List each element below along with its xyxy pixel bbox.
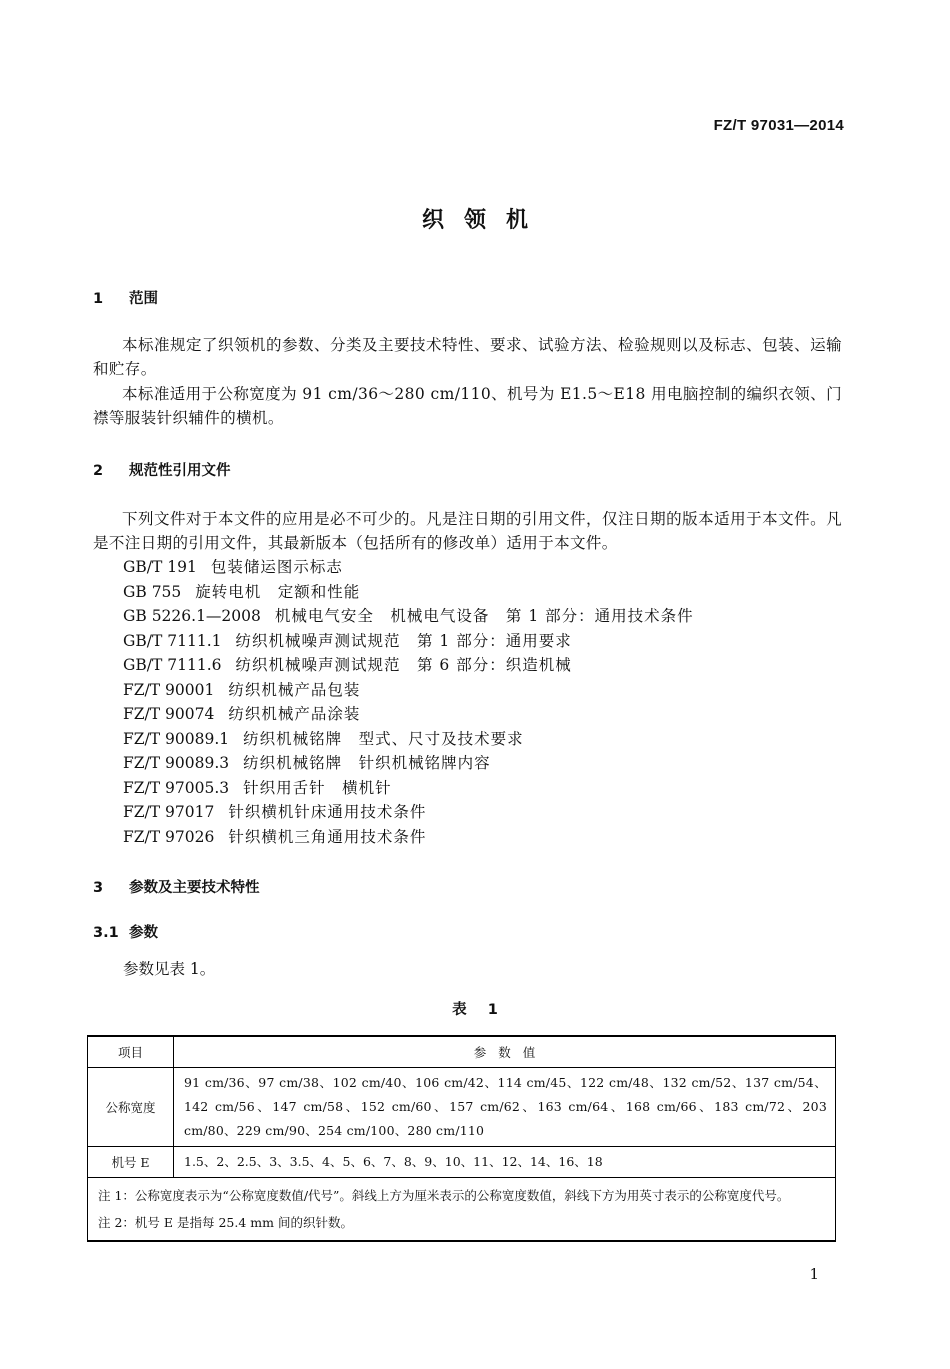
reference-item — [123, 629, 694, 654]
reference-name: 纺织机械产品包装 — [228, 680, 361, 699]
page-number: 1 — [809, 1265, 819, 1283]
reference-item — [123, 580, 694, 605]
section-title: 参数 — [129, 925, 158, 941]
section-number: 3.1 — [93, 925, 119, 941]
reference-code: FZ/T 97017 — [123, 803, 215, 821]
reference-code: FZ/T 90089.1 — [123, 729, 230, 748]
table-note: 注 2：机号 E 是指每 25.4 mm 间的织针数。 — [98, 1215, 353, 1230]
section-title: 范围 — [129, 291, 158, 307]
reference-item — [123, 702, 694, 727]
section-1-heading — [93, 287, 158, 308]
standard-code: FZ/T 97031—2014 — [713, 117, 844, 134]
section-number: 3 — [93, 880, 104, 896]
normative-reference-list — [123, 555, 694, 849]
reference-name: 纺织机械噪声测试规范 第 1 部分：通用要求 — [235, 631, 572, 650]
document-title: 织领机 — [421, 208, 548, 233]
section-2-intro: 下列文件对于本文件的应用是必不可少的。凡是注日期的引用文件，仅注日期的版本适用于本文件。凡是不注日期的引用文件，其最新版本（包括所有的修改单）适用于本文件。 — [93, 510, 842, 552]
section-3-heading — [93, 876, 260, 897]
reference-name: 旋转电机 定额和性能 — [195, 582, 361, 601]
table-notes — [88, 1178, 836, 1242]
reference-code: FZ/T 90074 — [123, 705, 215, 723]
reference-code: FZ/T 97005.3 — [123, 778, 230, 797]
reference-item — [123, 727, 694, 752]
nominal-width-label: 公称宽度 — [88, 1068, 174, 1147]
section-number: 1 — [93, 291, 104, 307]
reference-name: 针织横机针床通用技术条件 — [228, 803, 427, 821]
section-1-paragraph-2: 本标准适用于公称宽度为 91 cm/36～280 cm/110、机号为 E1.5～E18 用电脑控制的编织衣领、门襟等服装针织辅件的横机。 — [93, 385, 842, 427]
reference-item — [123, 825, 694, 850]
parameter-table — [87, 1035, 836, 1242]
reference-code: FZ/T 90089.3 — [123, 754, 230, 772]
reference-name: 针织横机三角通用技术条件 — [228, 827, 427, 846]
reference-code: GB/T 191 — [123, 558, 197, 576]
reference-code: GB 755 — [123, 582, 182, 601]
reference-item — [123, 555, 694, 580]
reference-name: 针织用舌针 横机针 — [243, 778, 392, 797]
table-row — [88, 1068, 836, 1147]
section-2-heading — [93, 459, 231, 480]
table-notes-row — [88, 1178, 836, 1242]
section-title: 规范性引用文件 — [129, 463, 231, 479]
reference-item — [123, 678, 694, 703]
reference-code: FZ/T 90001 — [123, 680, 215, 699]
reference-code: GB/T 7111.6 — [123, 656, 222, 674]
table-header-row — [88, 1036, 836, 1068]
gauge-label: 机号 E — [88, 1147, 174, 1178]
reference-item — [123, 800, 694, 825]
table-note: 注 1：公称宽度表示为“公称宽度数值/代号”。斜线上方为厘米表示的公称宽度数值，斜线下方为用英寸表示的公称宽度代号。 — [98, 1188, 790, 1203]
section-number: 2 — [93, 463, 104, 479]
section-title: 参数及主要技术特性 — [129, 880, 260, 896]
section-1-paragraph-1: 本标准规定了织领机的参数、分类及主要技术特性、要求、试验方法、检验规则以及标志、包装、运输和贮存。 — [93, 336, 842, 378]
reference-item — [123, 776, 694, 801]
reference-name: 纺织机械铭牌 型式、尺寸及技术要求 — [243, 729, 524, 748]
reference-item — [123, 604, 694, 629]
table-header-item: 项目 — [88, 1036, 174, 1068]
gauge-values: 1.5、2、2.5、3、3.5、4、5、6、7、8、9、10、11、12、14、16、18 — [174, 1147, 836, 1178]
reference-code: GB 5226.1—2008 — [123, 607, 261, 625]
reference-code: FZ/T 97026 — [123, 827, 215, 846]
reference-name: 纺织机械铭牌 针织机械铭牌内容 — [243, 754, 491, 772]
nominal-width-values: 91 cm/36、97 cm/38、102 cm/40、106 cm/42、114 cm/45、122 cm/48、132 cm/52、137 cm/54、142 cm/56、147 cm/58、152 cm/60、157 cm/62、163 cm/64、168 cm/66、183 cm/72、203 cm/80、229 cm/90、254 cm/100、280 cm/110 — [174, 1068, 836, 1147]
table-row — [88, 1147, 836, 1178]
table-header-value: 参数值 — [174, 1036, 836, 1068]
reference-item — [123, 751, 694, 776]
section-3-1-text: 参数见表 1。 — [123, 960, 216, 978]
reference-item — [123, 653, 694, 678]
reference-name: 纺织机械噪声测试规范 第 6 部分：织造机械 — [235, 656, 572, 674]
reference-code: GB/T 7111.1 — [123, 631, 222, 650]
reference-name: 机械电气安全 机械电气设备 第 1 部分：通用技术条件 — [274, 607, 694, 625]
table-caption: 表 1 — [452, 1002, 506, 1018]
reference-name: 包装储运图示标志 — [210, 558, 343, 576]
section-3-1-heading — [93, 921, 158, 942]
reference-name: 纺织机械产品涂装 — [228, 705, 361, 723]
